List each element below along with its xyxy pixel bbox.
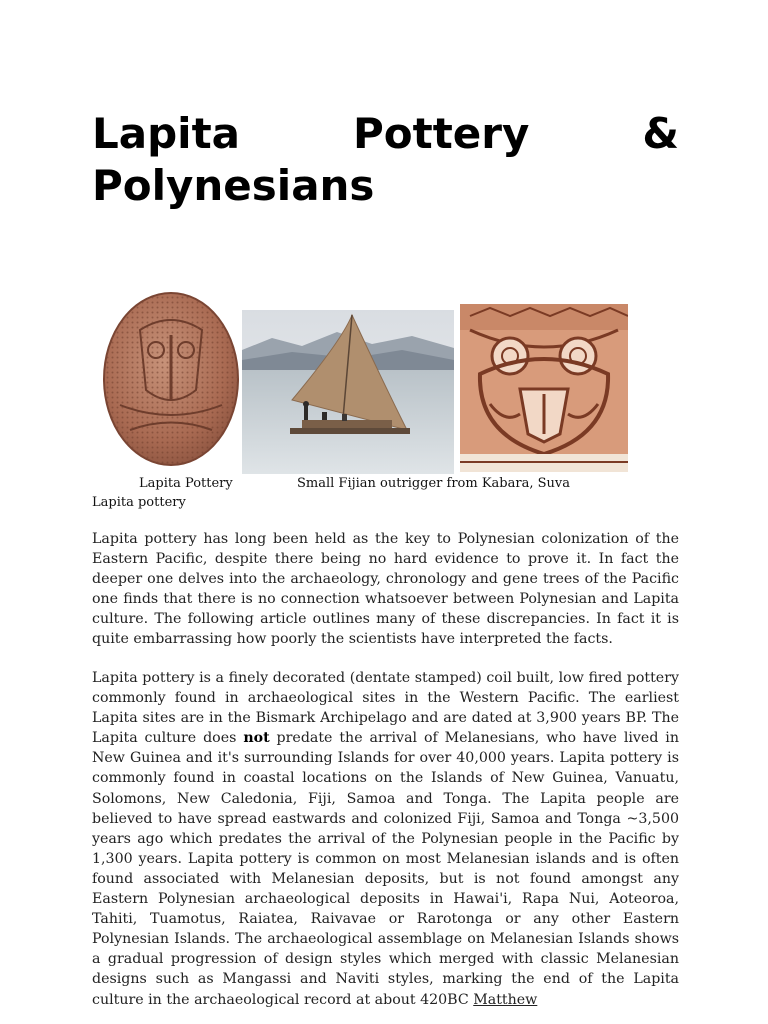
paragraph-2-part-a: Lapita pottery is a finely decorated (dentate stamped) coil built, low fired pottery commonly found in archaeological sites in the Western Pacific. The earliest Lapita sites are in the Bismark Archipelago and are dated at 3,900 years BP. The Lapita culture does [92, 670, 679, 747]
title-word-3: & [642, 109, 679, 158]
lapita-sherd-image [100, 290, 242, 468]
caption-middle: Small Fijian outrigger from Kabara, Suva [297, 476, 570, 491]
figure-row [92, 290, 679, 475]
caption-left: Lapita Pottery [139, 476, 233, 491]
paragraph-2-part-b: predate the arrival of Melanesians, who have lived in New Guinea and it's surrounding Islands for over 40,000 years. Lapita pottery is commonly found in coastal locations on the Islands of New Guinea, Vanuatu, Solomons, New Caledonia, Fiji, Samoa and Tonga. The Lapita people are believed to have spread eastwards and colonized Fiji, Samoa and Tonga ~3,500 years ago which predates the arrival of the Polynesian people in the Pacific by 1,300 years. Lapita pottery is common on most Melanesian islands and is often found associated with Melanesian deposits, but is not found amongst any Eastern Polynesian archaeological deposits in Hawai'i, Rapa Nui, Aoteoroa, Tahiti, Tuamotus, Raiatea, Raivavae or Rarotonga or any other Eastern Polynesian Islands. The archaeological assemblage on Melanesian Islands shows a gradual progression of design styles which merged with classic Melanesian designs such as Mangassi and Naviti styles, marking the end of the Lapita culture in the archaeological record at about 420BC [92, 730, 679, 1008]
page-title [92, 108, 679, 212]
title-line-2: Polynesians [92, 161, 375, 210]
paragraph-1: Lapita pottery has long been held as the key to Polynesian colonization of the Eastern Pacific, despite there being no hard evidence to prove it. In fact the deeper one delves into the archaeology, chronology and gene trees of the Pacific one finds that there is no connection whatsoever between Polynesian and Lapita culture. The following article outlines many of these discrepancies. In fact it is quite embarrassing how poorly the scientists have interpreted the facts. [92, 531, 679, 648]
title-line-1 [92, 108, 679, 160]
title-word-2: Pottery [352, 109, 530, 158]
emphasis-not: not [243, 730, 270, 747]
caption-second-line: Lapita pottery [92, 495, 186, 510]
paragraph-2 [92, 668, 679, 1010]
matthew-link[interactable]: Matthew [473, 991, 538, 1008]
outrigger-canoe-image [242, 310, 454, 474]
lapita-design-image [460, 304, 628, 472]
title-word-1: Lapita [92, 109, 240, 158]
